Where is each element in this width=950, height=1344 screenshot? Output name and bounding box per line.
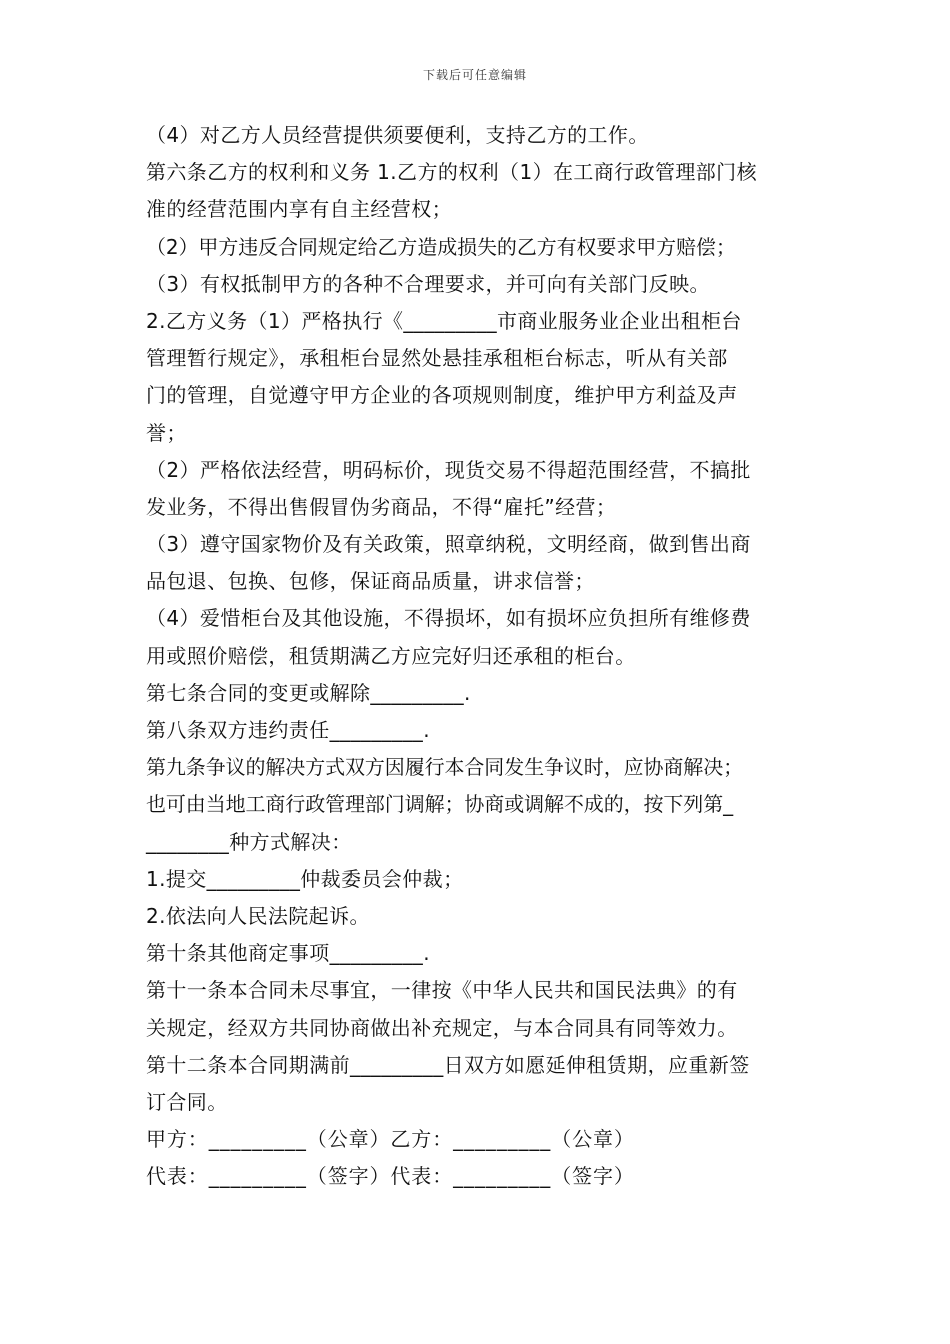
text-line: 用或照价赔偿，租赁期满乙方应完好归还承租的柜台。: [146, 643, 636, 668]
text-line: 也可由当地工商行政管理部门调解；协商或调解不成的，按下列第_: [146, 792, 733, 817]
text-line: 第七条合同的变更或解除_________.: [146, 680, 471, 705]
text-line: 第六条乙方的权利和义务 1.乙方的权利（1）在工商行政管理部门核: [146, 160, 757, 185]
text-line: 发业务，不得出售假冒伪劣商品，不得“雇托”经营；: [146, 494, 617, 519]
text-line: 第十条其他商定事项_________.: [146, 941, 430, 966]
text-line: 2.依法向人民法院起诉。: [146, 903, 370, 928]
text-line: （2）甲方违反合同规定给乙方造成损失的乙方有权要求甲方赔偿；: [146, 234, 736, 259]
text-line: 订合同。: [146, 1089, 228, 1114]
text-line: 门的管理，自觉遵守甲方企业的各项规则制度，维护甲方利益及声: [146, 383, 738, 408]
text-line: （4）爱惜柜台及其他设施，不得损坏，如有损坏应负担所有维修费: [146, 606, 751, 631]
text-line: 誉；: [146, 420, 187, 445]
signature-line-party-a-b: 甲方：_________（公章）乙方：_________（公章）: [146, 1127, 635, 1152]
text-line: ________种方式解决：: [146, 829, 352, 854]
contract-body: [146, 117, 846, 1195]
text-line: 关规定，经双方共同协商做出补充规定，与本合同具有同等效力。: [146, 1015, 738, 1040]
page-header: 下载后可任意编辑: [422, 68, 527, 82]
text-line: （3）有权抵制甲方的各种不合理要求，并可向有关部门反映。: [146, 271, 710, 296]
text-line: 第十一条本合同未尽事宜，一律按《中华人民共和国民法典》的有: [146, 978, 738, 1003]
text-line: （4）对乙方人员经营提供须要便利，支持乙方的工作。: [146, 123, 649, 147]
text-line: 2.乙方义务（1）严格执行《_________市商业服务业企业出租柜台: [146, 308, 742, 333]
signature-line-representatives: 代表：_________（签字）代表：_________（签字）: [146, 1164, 635, 1189]
text-line: （3）遵守国家物价及有关政策，照章纳税，文明经商，做到售出商: [146, 532, 751, 557]
text-line: 1.提交_________仲裁委员会仲裁；: [146, 866, 464, 891]
text-line: 管理暂行规定》，承租柜台显然处悬挂承租柜台标志，听从有关部: [146, 346, 728, 371]
text-line: 第十二条本合同期满前_________日双方如愿延伸租赁期，应重新签: [146, 1052, 750, 1077]
text-line: 第九条争议的解决方式双方因履行本合同发生争议时，应协商解决；: [146, 755, 743, 780]
text-line: 品包退、包换、包修，保证商品质量，讲求信誉；: [146, 569, 595, 594]
text-line: 准的经营范围内享有自主经营权；: [146, 197, 452, 222]
text-line: 第八条双方违约责任_________.: [146, 718, 430, 742]
text-line: （2）严格依法经营，明码标价，现货交易不得超范围经营，不搞批: [146, 457, 751, 482]
